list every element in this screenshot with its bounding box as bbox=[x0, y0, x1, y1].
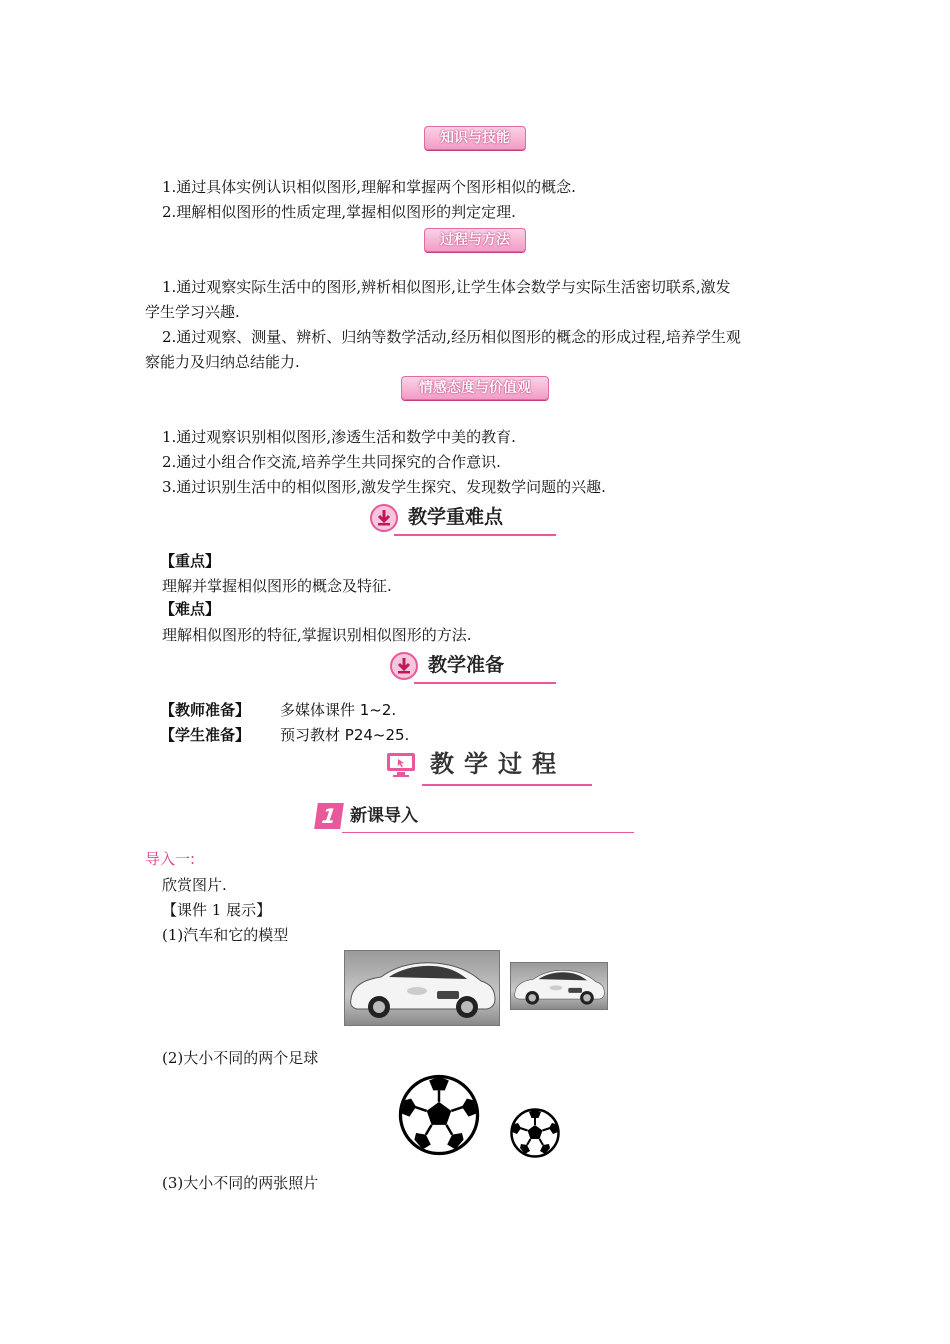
attitude-values-heading: 情感态度与价值观 bbox=[401, 376, 549, 400]
down-arrow-icon bbox=[390, 652, 418, 680]
intro-one-label: 导入一: bbox=[145, 850, 196, 868]
knowledge-skills-heading: 知识与技能 bbox=[424, 126, 526, 150]
difficulties-underline bbox=[394, 534, 556, 536]
teacher-prep-text: 多媒体课件 1~2. bbox=[280, 701, 397, 719]
courseware-label: 【课件 1 展示】 bbox=[162, 901, 272, 919]
item-soccer-balls: (2)大小不同的两个足球 bbox=[162, 1049, 319, 1067]
difficulties-heading: 教学重难点 bbox=[408, 506, 504, 528]
down-arrow-icon bbox=[370, 504, 398, 532]
attitude-item-2: 2.通过小组合作交流,培养学生共同探究的合作意识. bbox=[162, 453, 501, 471]
new-lesson-header bbox=[316, 803, 636, 833]
difficulties-section-header bbox=[370, 502, 556, 538]
difficult-point-text: 理解相似图形的特征,掌握识别相似图形的方法. bbox=[162, 626, 472, 644]
item-car-model: (1)汽车和它的模型 bbox=[162, 926, 289, 944]
car-photo-small bbox=[510, 962, 608, 1010]
attitude-item-1: 1.通过观察识别相似图形,渗透生活和数学中美的教育. bbox=[162, 428, 516, 446]
item-photos: (3)大小不同的两张照片 bbox=[162, 1174, 319, 1192]
key-point-label: 【重点】 bbox=[160, 552, 221, 570]
soccer-ball-small bbox=[510, 1108, 560, 1158]
teaching-process-header bbox=[386, 748, 594, 788]
process-line-1: 1.通过观察实际生活中的图形,辨析相似图形,让学生体会数学与实际生活密切联系,激发 bbox=[162, 278, 731, 296]
preparation-underline bbox=[414, 682, 556, 684]
process-method-heading: 过程与方法 bbox=[424, 228, 526, 252]
section-number-badge: 1 bbox=[314, 803, 344, 829]
difficult-point-label: 【难点】 bbox=[160, 600, 221, 618]
intro-one-text: 欣赏图片. bbox=[162, 876, 227, 894]
process-line-2: 学生学习兴趣. bbox=[145, 303, 240, 321]
soccer-ball-large bbox=[398, 1074, 480, 1156]
process-line-3: 2.通过观察、测量、辨析、归纳等数学活动,经历相似图形的概念的形成过程,培养学生观 bbox=[162, 328, 741, 346]
preparation-section-header bbox=[390, 650, 556, 686]
attitude-item-3: 3.通过识别生活中的相似图形,激发学生探究、发现数学问题的兴趣. bbox=[162, 478, 606, 496]
teaching-process-underline bbox=[422, 784, 592, 786]
teacher-prep-label: 【教师准备】 bbox=[160, 701, 251, 719]
key-point-text: 理解并掌握相似图形的概念及特征. bbox=[162, 577, 392, 595]
new-lesson-underline bbox=[342, 832, 634, 833]
monitor-icon bbox=[386, 752, 416, 778]
new-lesson-heading: 新课导入 bbox=[350, 806, 418, 826]
student-prep-text: 预习教材 P24~25. bbox=[280, 726, 410, 744]
car-photo-large bbox=[344, 950, 500, 1026]
knowledge-item-2: 2.理解相似图形的性质定理,掌握相似图形的判定定理. bbox=[162, 203, 516, 221]
process-line-4: 察能力及归纳总结能力. bbox=[145, 353, 300, 371]
knowledge-item-1: 1.通过具体实例认识相似图形,理解和掌握两个图形相似的概念. bbox=[162, 178, 576, 196]
student-prep-label: 【学生准备】 bbox=[160, 726, 251, 744]
teaching-process-heading: 教学过程 bbox=[430, 749, 566, 778]
preparation-heading: 教学准备 bbox=[428, 654, 505, 676]
